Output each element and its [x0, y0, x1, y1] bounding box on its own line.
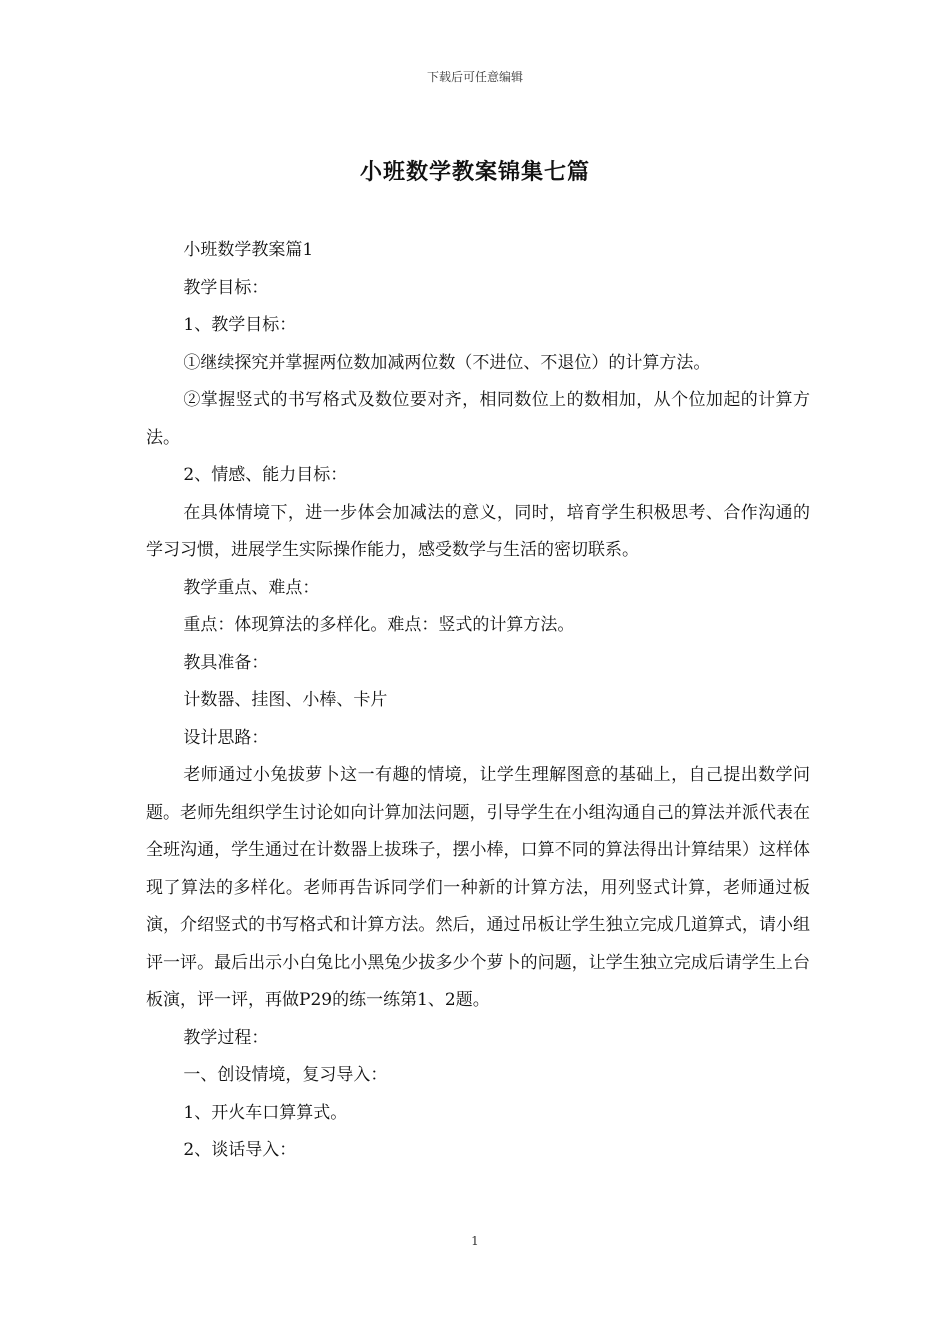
paragraph: 1、开火车口算算式。	[183, 1102, 348, 1123]
header-note: 下载后可任意编辑	[426, 70, 523, 84]
paragraph: 教学过程：	[183, 1027, 269, 1048]
paragraph: 教具准备：	[183, 652, 269, 673]
paragraph: 1、教学目标：	[183, 315, 297, 335]
paragraph: 重点：体现算法的多样化。难点：竖式的计算方法。	[183, 615, 575, 635]
paragraph: 一、创设情境，复习导入：	[183, 1065, 388, 1085]
paragraph: 2、情感、能力目标：	[183, 465, 348, 485]
paragraph: 2、谈话导入：	[183, 1140, 297, 1160]
paragraph: 在具体情境下，进一步体会加减法的意义，同时，培育学生积极思考、合作沟通的学习习惯，进展学生实际操作能力，感受数学与生活的密切联系。	[146, 502, 810, 560]
paragraph: 小班数学教案篇1	[183, 240, 314, 260]
paragraph: ②掌握竖式的书写格式及数位要对齐，相同数位上的数相加，从个位加起的计算方法。	[146, 390, 810, 448]
paragraph: ①继续探究并掌握两位数加减两位数（不进位、不退位）的计算方法。	[183, 352, 711, 373]
paragraph: 教学重点、难点：	[183, 577, 320, 598]
paragraph: 教学目标：	[183, 277, 269, 298]
paragraph: 老师通过小兔拔萝卜这一有趣的情境，让学生理解图意的基础上，自己提出数学问题。老师先组织学生讨论如向计算加法问题，引导学生在小组沟通自己的算法并派代表在全班沟通，学生通过在计数器上拔珠子，摆小棒，口算不同的算法得出计算结果）这样体现了算法的多样化。老师再告诉同学们一种新的计算方法，用列竖式计算，老师通过板演，介绍竖式的书写格式和计算方法。然后，通过吊板让学生独立完成几道算式，请小组评一评。最后出示小白兔比小黑兔少拔多少个萝卜的问题，让学生独立完成后请学生上台板演，评一评，再做P29的练一练第1、2题。	[146, 765, 810, 1010]
document-title: 小班数学教案锦集七篇	[359, 159, 590, 185]
page-number: 1	[471, 1234, 479, 1248]
paragraph: 计数器、挂图、小棒、卡片	[183, 690, 388, 710]
document-body	[146, 232, 810, 1170]
paragraph: 设计思路：	[183, 727, 269, 748]
